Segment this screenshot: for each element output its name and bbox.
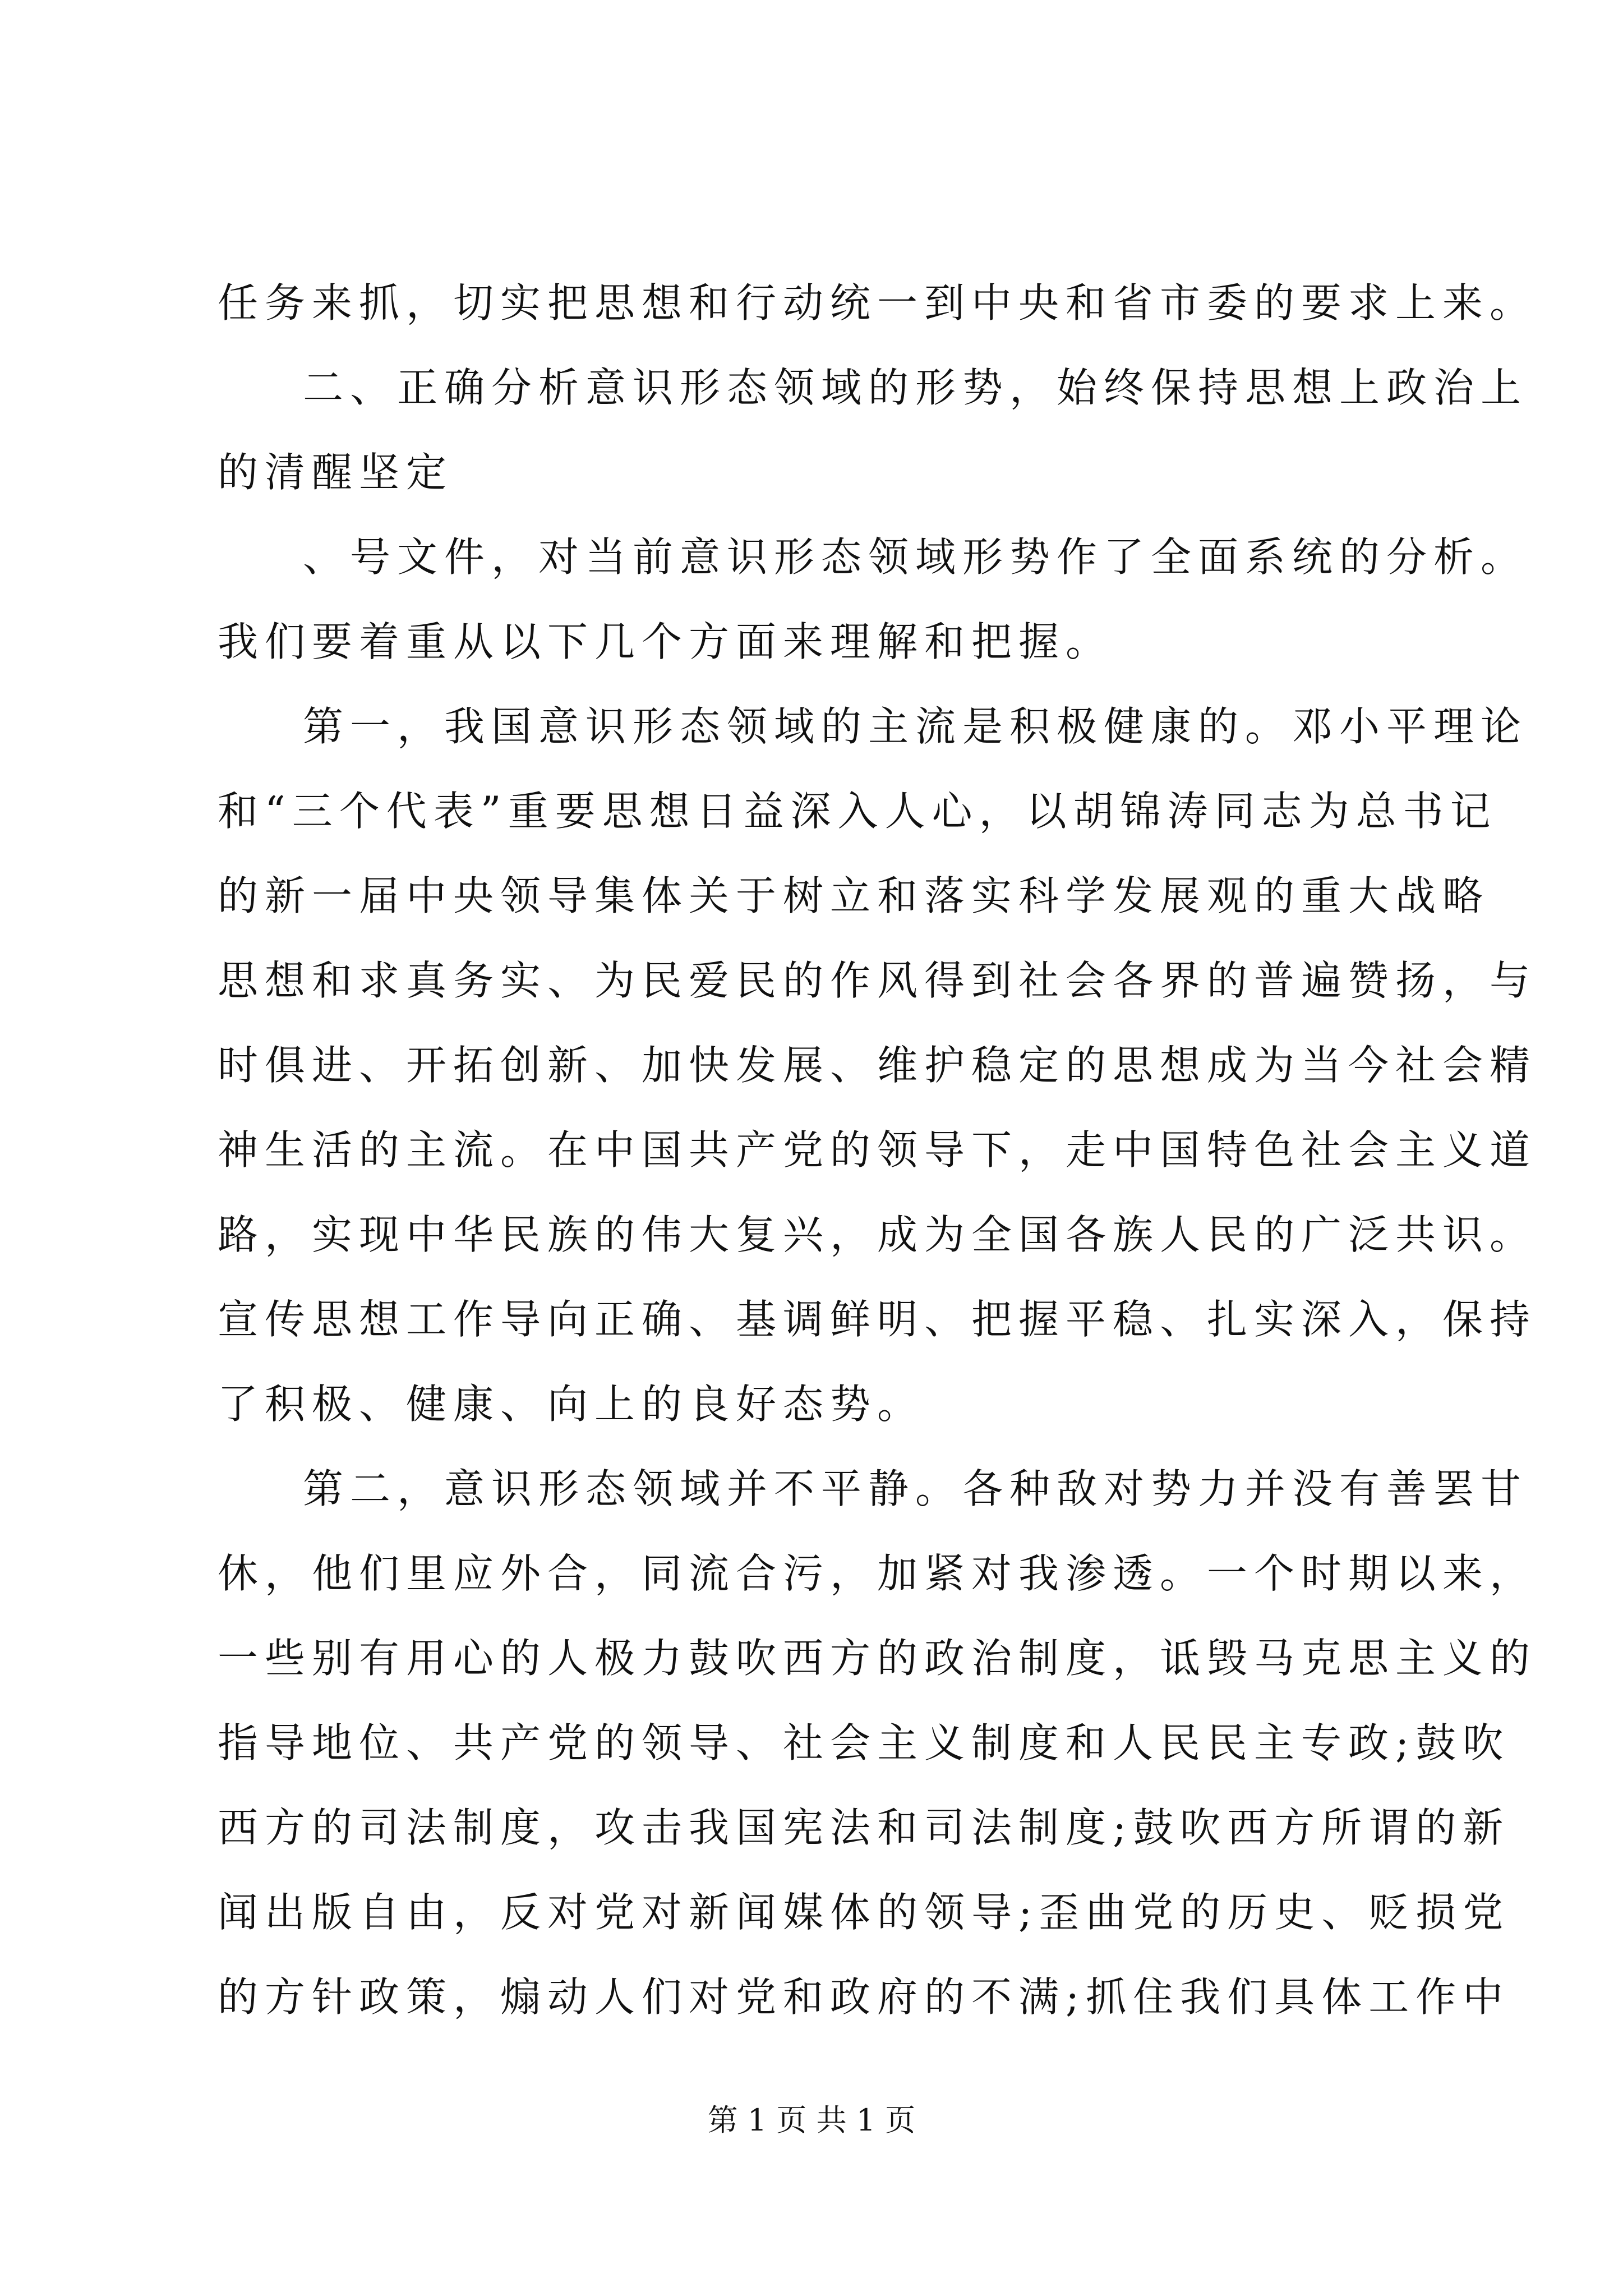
document-body bbox=[218, 261, 1537, 2040]
text-line: 我们要着重从以下几个方面来理解和把握。 bbox=[218, 618, 1113, 665]
text-line: 西方的司法制度，攻击我国宪法和司法制度;鼓吹西方所谓的新 bbox=[218, 1804, 1510, 1851]
text-line: 的新一届中央领导集体关于树立和落实科学发展观的重大战略 bbox=[218, 872, 1490, 919]
text-line: 、号文件，对当前意识形态领域形势作了全面系统的分析。 bbox=[303, 533, 1528, 581]
text-line: 的清醒坚定 bbox=[218, 449, 454, 496]
text-line: 神生活的主流。在中国共产党的领导下，走中国特色社会主义道 bbox=[218, 1126, 1537, 1174]
text-line: 休，他们里应外合，同流合污，加紧对我渗透。一个时期以来， bbox=[218, 1550, 1537, 1597]
text-line: 闻出版自由，反对党对新闻媒体的领导;歪曲党的历史、贬损党 bbox=[218, 1889, 1510, 1936]
text-line: 第一，我国意识形态领域的主流是积极健康的。邓小平理论 bbox=[303, 703, 1528, 750]
text-line: 二、正确分析意识形态领域的形势，始终保持思想上政治上 bbox=[303, 364, 1528, 411]
text-line: 和“三个代表”重要思想日益深入人心，以胡锦涛同志为总书记 bbox=[218, 788, 1497, 835]
text-line: 宣传思想工作导向正确、基调鲜明、把握平稳、扎实深入，保持 bbox=[218, 1296, 1537, 1343]
text-line: 了积极、健康、向上的良好态势。 bbox=[218, 1381, 925, 1428]
text-line: 一些别有用心的人极力鼓吹西方的政治制度，诋毁马克思主义的 bbox=[218, 1635, 1537, 1682]
text-line: 时俱进、开拓创新、加快发展、维护稳定的思想成为当今社会精 bbox=[218, 1042, 1537, 1089]
text-line: 路，实现中华民族的伟大复兴，成为全国各族人民的广泛共识。 bbox=[218, 1211, 1537, 1258]
text-line: 任务来抓，切实把思想和行动统一到中央和省市委的要求上来。 bbox=[218, 279, 1537, 326]
page-footer: 第 1 页 共 1 页 bbox=[707, 2102, 916, 2138]
text-line: 的方针政策，煽动人们对党和政府的不满;抓住我们具体工作中 bbox=[218, 1973, 1510, 2021]
text-line: 指导地位、共产党的领导、社会主义制度和人民民主专政;鼓吹 bbox=[218, 1719, 1510, 1766]
text-line: 第二，意识形态领域并不平静。各种敌对势力并没有善罢甘 bbox=[303, 1465, 1528, 1512]
text-line: 思想和求真务实、为民爱民的作风得到社会各界的普遍赞扬，与 bbox=[218, 957, 1537, 1004]
